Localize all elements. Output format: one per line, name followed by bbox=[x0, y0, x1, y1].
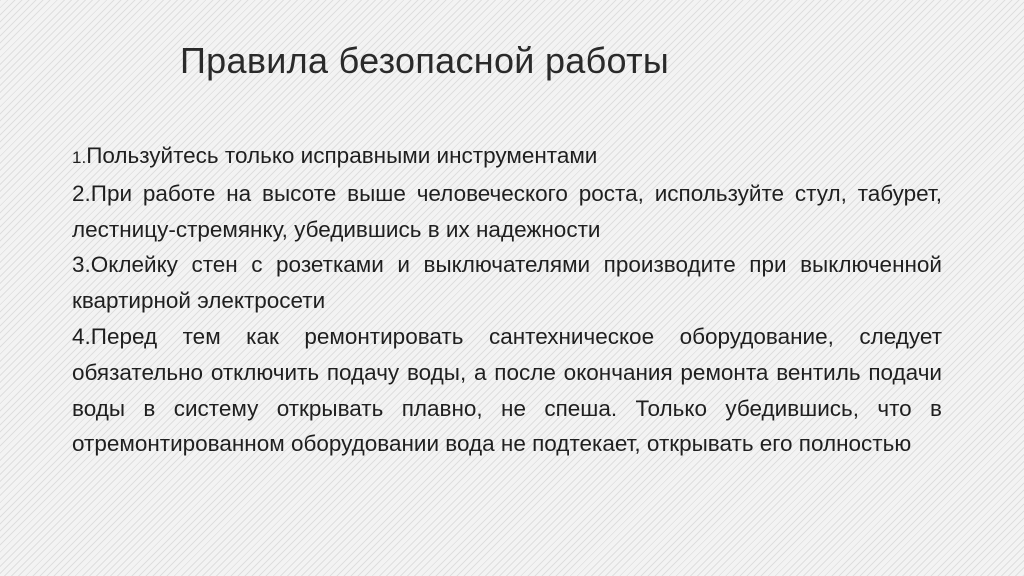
rule-item-3 bbox=[72, 247, 942, 319]
rule-item-2 bbox=[72, 176, 942, 248]
rule-text-3: Оклейку стен с розетками и выключателями производите при выключенной квартирной электросети bbox=[72, 252, 942, 314]
rule-item-1 bbox=[72, 138, 942, 176]
rule-text-2: При работе на высоте выше человеческого роста, используйте стул, табурет, лестницу-стремянку, убедившись в их надежности bbox=[72, 180, 942, 242]
rules-list bbox=[72, 138, 942, 462]
rule-number-1: 1. bbox=[72, 148, 87, 167]
rule-number-4: 4. bbox=[72, 323, 91, 349]
rule-number-2: 2. bbox=[72, 180, 91, 206]
rule-item-4 bbox=[72, 319, 942, 462]
rule-text-1: Пользуйтесь только исправными инструментами bbox=[86, 143, 598, 168]
slide-title: Правила безопасной работы bbox=[180, 40, 670, 81]
rule-number-3: 3. bbox=[72, 252, 91, 278]
rule-text-4: Перед тем как ремонтировать сантехническое оборудование, следует обязательно отключить подачу воды, а после окончания ремонта вентиль подачи воды в систему открывать плавно, не спеша. Только убедившись, что в отремонтированном оборудовании вода не подтекает, открывать его полностью bbox=[72, 323, 942, 457]
